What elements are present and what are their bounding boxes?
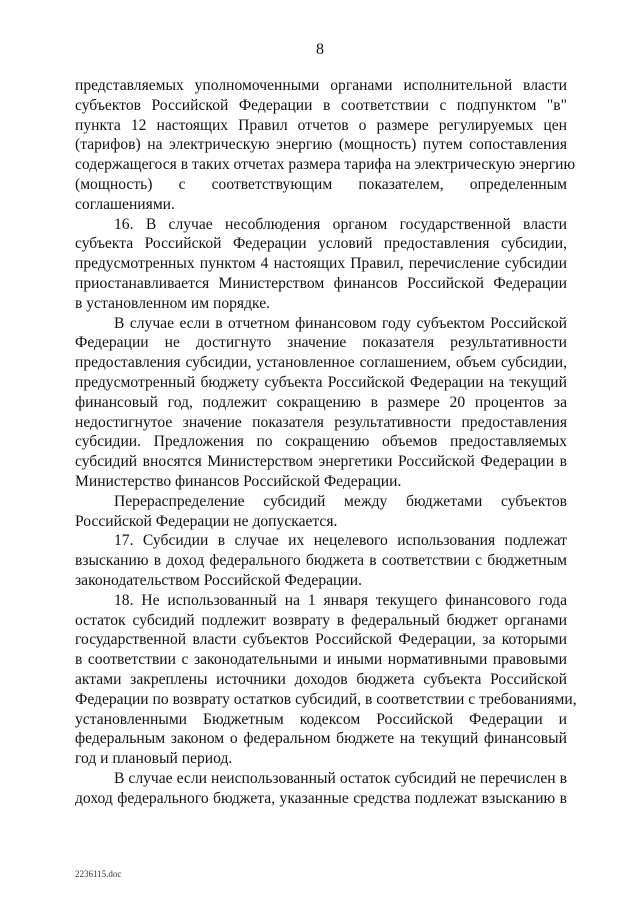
paragraph [75,215,567,314]
page-number: 8 [316,41,324,58]
text-line: год и плановый период. [75,750,233,768]
text-line: предоставления субсидии, установленное соглашением, объем субсидии, [75,354,567,372]
text-line: взысканию в доход федерального бюджета в соответствии с бюджетным [75,552,567,570]
text-line: Министерство финансов Российской Федерации. [75,472,402,490]
text-line: приостанавливается Министерством финансов Российской Федерации [75,274,567,292]
footer-file-name: 2236115.doc [75,869,122,879]
text-line: В случае если в отчетном финансовом году субъектом Российской [114,314,567,332]
text-line: (тарифов) на электрическую энергию (мощность) путем сопоставления [75,136,567,154]
text-line: государственной власти субъектов Российской Федерации, за которыми [75,631,567,649]
text-line: представляемых уполномоченными органами исполнительной власти [75,77,567,94]
text-line: Федерации по возврату остатков субсидий, в соответствии с требованиями, [75,690,577,708]
text-line: недостигнутое значение показателя результативности предоставления [75,413,567,431]
text-line: актами закреплены источники доходов бюджета субъекта Российской [75,670,567,688]
paragraph [75,531,567,590]
text-line: остаток субсидий подлежит возврату в федеральный бюджет органами [75,611,567,629]
text-line: (мощность) с соответствующим показателем, определенным [75,175,567,193]
paragraph [75,591,577,769]
text-line: предусмотренный бюджету субъекта Российской Федерации на текущий [75,373,567,391]
text-line: установленными Бюджетным кодексом Российской Федерации и [75,710,567,728]
text-line: В случае если неиспользованный остаток субсидий не перечислен в [114,769,567,787]
text-line: в установленном им порядке. [75,294,271,312]
text-line: доход федерального бюджета, указанные средства подлежат взысканию в [75,789,567,807]
text-line: Федерации не достигнуто значение показателя результативности [75,334,567,352]
text-line: соглашениями. [75,195,175,213]
text-line: содержащегося в таких отчетах размера тарифа на электрическую энергию [75,156,576,174]
text-line: Перераспределение субсидий между бюджетами субъектов [114,492,567,510]
paragraph [75,769,567,809]
text-line: Российской Федерации не допускается. [75,512,338,530]
text-line: пункта 12 настоящих Правил отчетов о размере регулируемых цен [75,116,567,134]
paragraph [75,314,567,492]
paragraph [75,492,567,532]
text-line: субсидии. Предложения по сокращению объемов предоставляемых [75,433,567,451]
document-body [75,76,577,808]
text-line: федеральным законом о федеральном бюджете на текущий финансовый [75,730,567,748]
text-line: в соответствии с законодательными и иными нормативными правовыми [75,651,567,669]
text-line: финансовый год, подлежит сокращению в размере 20 процентов за [75,393,567,411]
text-line: субсидий вносятся Министерством энергетики Российской Федерации в [75,453,567,471]
text-line: 16. В случае несоблюдения органом государственной власти [114,215,567,233]
text-line: 17. Субсидии в случае их нецелевого использования подлежат [114,532,567,550]
text-line: субъекта Российской Федерации условий предоставления субсидии, [75,235,567,253]
text-line: субъектов Российской Федерации в соответствии с подпунктом "в" [75,96,567,114]
text-line: 18. Не использованный на 1 января текущего финансового года [114,591,567,609]
text-line: предусмотренных пунктом 4 настоящих Правил, перечисление субсидии [75,255,567,273]
text-line: законодательством Российской Федерации. [75,571,362,589]
paragraph [75,76,576,215]
